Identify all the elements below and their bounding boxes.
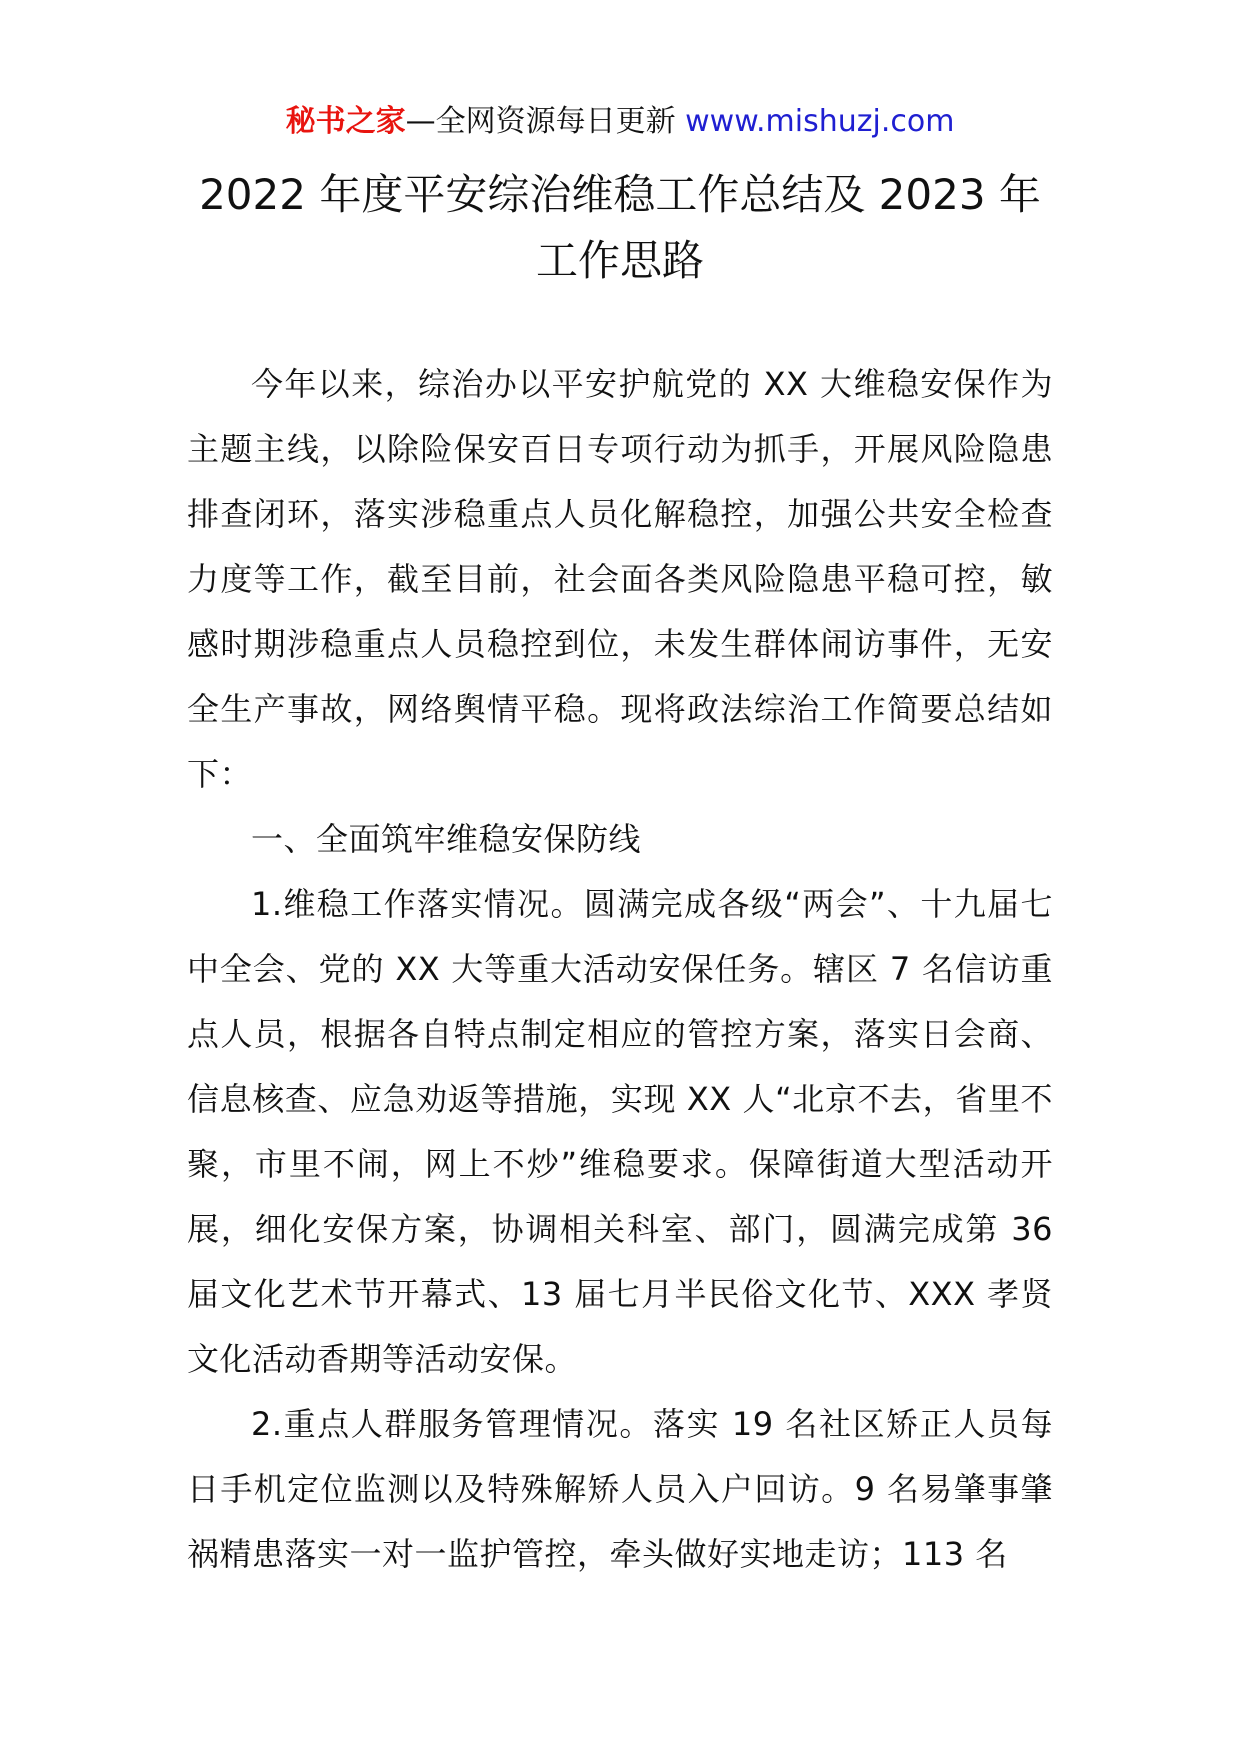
site-header <box>0 100 1240 144</box>
intro-paragraph: 今年以来，综治办以平安护航党的 XX 大维稳安保作为主题主线，以除险保安百日专项行动为抓手，开展风险隐患排查闭环，落实涉稳重点人员化解稳控，加强公共安全检查力度等工作，截至目前，社会面各类风险隐患平稳可控，敏感时期涉稳重点人员稳控到位，未发生群体闹访事件，无安全生产事故，网络舆情平稳。现将政法综治工作简要总结如下： <box>187 365 1053 793</box>
brand-name: 秘书之家 <box>285 104 406 139</box>
item-paragraph-1: 1.维稳工作落实情况。圆满完成各级“两会”、十九届七中全会、党的 XX 大等重大活动安保任务。辖区 7 名信访重点人员，根据各自特点制定相应的管控方案，落实日会商、信息核查、应急劝返等措施，实现 XX 人“北京不去，省里不聚，市里不闹，网上不炒”维稳要求。保障街道大型活动开展，细化安保方案，协调相关科室、部门，圆满完成第 36 届文化艺术节开幕式、13 届七月半民俗文化节、XXX 孝贤文化活动香期等活动安保。 <box>187 885 1053 1378</box>
document-body <box>187 352 1053 1587</box>
item-paragraph-2: 2.重点人群服务管理情况。落实 19 名社区矫正人员每日手机定位监测以及特殊解矫人员入户回访。9 名易肇事肇祸精患落实一对一监护管控，牵头做好实地走访；113 名 <box>187 1405 1053 1573</box>
title-line-2: 工作思路 <box>535 236 704 285</box>
header-tagline: —全网资源每日更新 <box>405 104 686 139</box>
site-url-link[interactable]: www.mishuzj.com <box>685 104 955 139</box>
document-title <box>140 162 1100 294</box>
title-line-1: 2022 年度平安综治维稳工作总结及 2023 年 <box>199 170 1041 219</box>
section-heading-1: 一、全面筑牢维稳安保防线 <box>251 820 642 858</box>
